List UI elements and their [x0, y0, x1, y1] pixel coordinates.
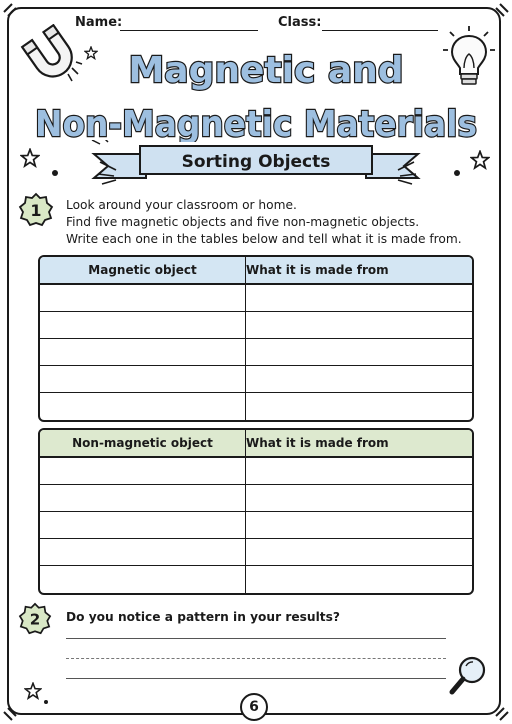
title-line-2: Non-Magnetic Materials: [35, 104, 477, 142]
name-label: Name:: [75, 15, 123, 30]
star-icon: [20, 148, 40, 168]
page-number: 6: [240, 693, 268, 721]
sparkle-lines-right: [388, 156, 418, 186]
material-cell[interactable]: [246, 566, 472, 593]
worksheet-title: [0, 42, 512, 142]
step-2-question: Do you notice a pattern in your results?: [66, 610, 340, 624]
table-row: [40, 393, 472, 420]
object-cell[interactable]: [40, 393, 246, 420]
section-banner: [90, 140, 422, 188]
material-cell[interactable]: [246, 458, 472, 484]
object-cell[interactable]: [40, 566, 246, 593]
class-label: Class:: [278, 15, 322, 30]
answer-line[interactable]: [66, 678, 446, 679]
material-cell[interactable]: [246, 285, 472, 311]
object-cell[interactable]: [40, 485, 246, 511]
corner-flourish-tl: [2, 2, 22, 22]
material-cell[interactable]: [246, 512, 472, 538]
name-field-line[interactable]: [120, 30, 258, 31]
material-cell[interactable]: [246, 393, 472, 420]
table-row: [40, 366, 472, 393]
answer-line[interactable]: [66, 638, 446, 639]
object-cell[interactable]: [40, 285, 246, 311]
object-cell[interactable]: [40, 312, 246, 338]
table-row: [40, 312, 472, 339]
table-row: [40, 458, 472, 485]
dot-decoration: [52, 170, 58, 176]
column-header-object: Non-magnetic object: [40, 430, 246, 456]
step-2-number: 2: [29, 610, 41, 629]
dot-decoration: [44, 700, 48, 704]
object-cell[interactable]: [40, 366, 246, 392]
instruction-line: Find five magnetic objects and five non-magnetic objects.: [66, 215, 420, 229]
star-icon: [470, 150, 490, 170]
material-cell[interactable]: [246, 366, 472, 392]
banner-text: Sorting Objects: [181, 152, 331, 172]
material-cell[interactable]: [246, 312, 472, 338]
table-row: [40, 485, 472, 512]
answer-line[interactable]: [66, 658, 446, 659]
class-field-line[interactable]: [322, 30, 438, 31]
table-row: [40, 285, 472, 312]
corner-flourish-br: [490, 702, 510, 722]
step-2-badge: [18, 602, 52, 636]
material-cell[interactable]: [246, 539, 472, 565]
step-1-instructions: [66, 197, 462, 248]
star-icon: [24, 682, 42, 700]
sparkle-lines-left: [96, 156, 126, 186]
step-1-badge: [18, 192, 54, 228]
step-1-number: 1: [30, 201, 42, 220]
dot-decoration: [454, 170, 460, 176]
table-header: [40, 430, 472, 458]
material-cell[interactable]: [246, 485, 472, 511]
table-row: [40, 566, 472, 593]
title-line-1: Magnetic and: [128, 50, 404, 91]
table-row: [40, 512, 472, 539]
magnifying-glass-icon: [446, 652, 490, 700]
object-cell[interactable]: [40, 512, 246, 538]
column-header-object: Magnetic object: [40, 257, 246, 283]
instruction-line: Look around your classroom or home.: [66, 198, 297, 212]
magnetic-objects-table: [38, 255, 474, 422]
object-cell[interactable]: [40, 339, 246, 365]
column-header-material: What it is made from: [246, 436, 389, 450]
non-magnetic-objects-table: [38, 428, 474, 595]
corner-flourish-tr: [490, 2, 510, 22]
material-cell[interactable]: [246, 339, 472, 365]
table-header: [40, 257, 472, 285]
instruction-line: Write each one in the tables below and tell what it is made from.: [66, 232, 462, 246]
object-cell[interactable]: [40, 539, 246, 565]
object-cell[interactable]: [40, 458, 246, 484]
table-row: [40, 339, 472, 366]
column-header-material: What it is made from: [246, 263, 389, 277]
table-row: [40, 539, 472, 566]
corner-flourish-bl: [2, 702, 22, 722]
